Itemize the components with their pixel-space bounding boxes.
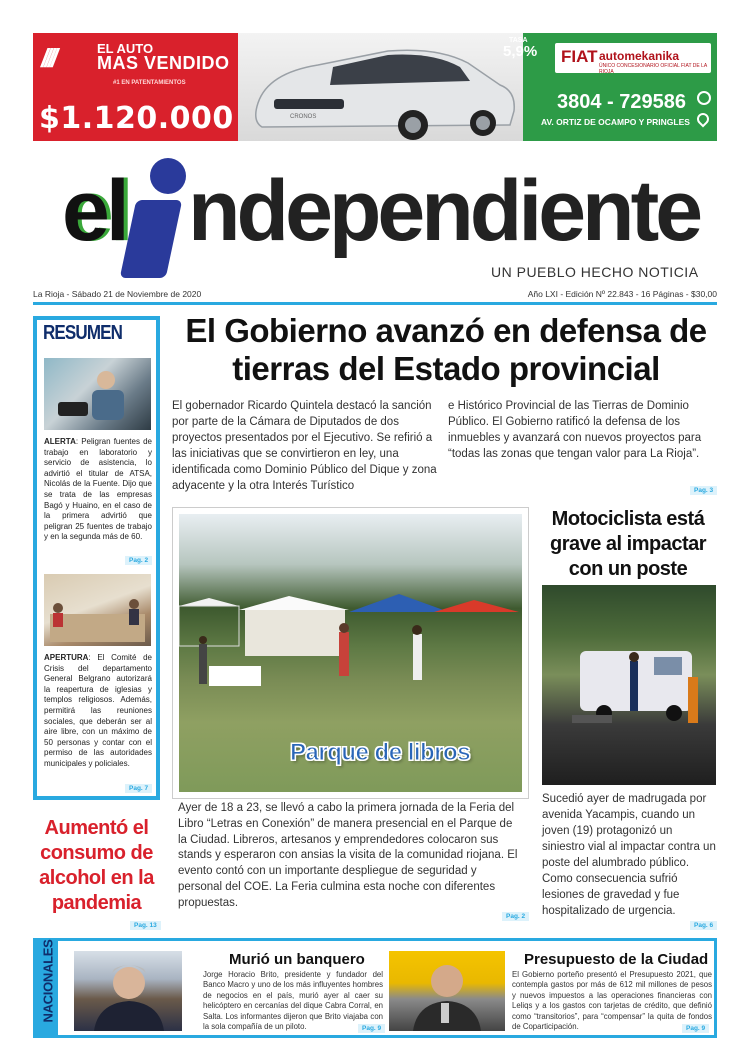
resumen-photo-alerta[interactable] bbox=[44, 358, 151, 430]
ad-address: AV. ORTIZ DE OCAMPO Y PRINGLES bbox=[541, 117, 690, 127]
logo-rest[interactable]: ndependiente bbox=[188, 163, 700, 259]
presupuesto-text: El Gobierno porteño presentó el Presupuesto 2021, que contempla gastos por más de 612 mil millones de pesos y nuevos impuestos a las operaciones financieras con Leliqs y a los gastos con tarjetas de crédito, que definió como “transitorios”, para “compensar” la quita de fondos de Coparticipación. bbox=[512, 970, 712, 1032]
ad-line2: MAS VENDIDO bbox=[97, 53, 230, 73]
banquero-headline[interactable]: Murió un banquero bbox=[229, 951, 365, 968]
resumen-photo-apertura[interactable] bbox=[44, 574, 151, 646]
resumen-item-alerta bbox=[44, 437, 152, 543]
presupuesto-photo[interactable] bbox=[389, 951, 505, 1031]
resumen-item-alerta-page[interactable]: Pag. 2 bbox=[125, 556, 152, 565]
tagline: UN PUEBLO HECHO NOTICIA bbox=[491, 264, 699, 280]
presupuesto-headline[interactable]: Presupuesto de la Ciudad bbox=[524, 951, 709, 968]
resumen-item-apertura-text: : El Comité de Crisis del departamento General Belgrano autorizará la reapertura de iglesias y templos religiosos. Además, permitirá las reuniones sociales, que deberán ser al aire libre, con un máximo de 50 personas y contar con el permiso de las autoridades municipales y policiales. bbox=[44, 653, 152, 768]
banquero-text: Jorge Horacio Brito, presidente y fundador del Banco Macro y uno de los más influyentes hombres de negocios en el país, murió ayer al caer su helicóptero en cercanías del dique Cabra Corral, en Salta. Los informantes dijeron que Brito viajaba con la sola compañía de un piloto. bbox=[203, 970, 383, 1032]
logo-i-stem bbox=[120, 200, 183, 278]
nacionales-label: NACIONALES bbox=[40, 939, 56, 1023]
resumen-item-apertura bbox=[44, 653, 152, 770]
car-icon bbox=[238, 33, 523, 141]
ad-phone[interactable]: 3804 - 729586 bbox=[557, 91, 687, 113]
portrait-icon bbox=[389, 951, 505, 1031]
alcohol-page[interactable]: Pag. 13 bbox=[130, 921, 161, 930]
dealer-name: automekanika bbox=[599, 49, 680, 63]
moto-photo[interactable] bbox=[542, 585, 716, 785]
main-headline[interactable]: El Gobierno avanzó en defensa de tierras del Estado provincial bbox=[185, 312, 707, 387]
main-story-col2: e Histórico Provincial de las Tierras de Dominio Público. El Gobierno ratificó la defensa de los inmuebles y avanzará con nuevos proyectos para “todas las zonas que tengan valor para La Rioja”. bbox=[448, 400, 702, 460]
nacionales-box bbox=[33, 938, 717, 1038]
whatsapp-icon bbox=[697, 91, 711, 105]
portrait-icon bbox=[74, 951, 182, 1031]
dateline: La Rioja - Sábado 21 de Noviembre de 2020 bbox=[33, 289, 202, 299]
ad-slashes-icon: //// bbox=[41, 43, 54, 73]
logo-el-text: el bbox=[62, 163, 126, 259]
alcohol-headline[interactable]: Aumentó el consumo de alcohol en la pandemia bbox=[39, 817, 154, 914]
ad-price: $1.120.000 bbox=[39, 101, 234, 136]
resumen-item-alerta-text: : Peligran fuentes de trabajo en laboratorio y servicio de asistencia, lo advirtió el titular de ATSA, Nicolás de la Fuente. Dijo que se trata de las empresas Bagó y Huaino, en el caso de la primera advirtió que peligran 25 fuentes de trabajo y en la segunda más de 60. bbox=[44, 437, 152, 542]
edition-info: Año LXI - Edición Nº 22.843 - 16 Páginas - $30,00 bbox=[527, 289, 717, 299]
ad-car-image bbox=[238, 33, 523, 141]
resumen-item-apertura-label: APERTURA bbox=[44, 653, 89, 662]
presupuesto-page[interactable]: Pag. 9 bbox=[682, 1024, 709, 1033]
resumen-box bbox=[33, 316, 160, 800]
feria-text: Ayer de 18 a 23, se llevó a cabo la primera jornada de la Feria del Libro “Letras en Conexión” de manera presencial en el Parque de la Ciudad. Libreros, artesanos y emprendedores colocaron sus stands y esperaron con ansias la visita de la comunidad riojana. El evento contó con un importante despliegue de seguridad y personal del COE. La Feria culmina esta noche con diferentes propuestas. bbox=[178, 802, 518, 909]
moto-text: Sucedió ayer de madrugada por avenida Yacampis, cuando un joven (19) protagonizó un siniestro vial al impactar contra un poste del alumbrado público. Como consecuencia sufrió lesiones de gravedad y fue hospitalizado de urgencia. bbox=[542, 793, 716, 917]
car-plate: CRONOS bbox=[290, 114, 317, 120]
main-story-page[interactable]: Pag. 3 bbox=[690, 486, 717, 495]
ad-banner[interactable] bbox=[33, 33, 717, 141]
fiat-logo: FIAT bbox=[561, 47, 598, 66]
moto-page[interactable]: Pag. 6 bbox=[690, 921, 717, 930]
main-story-col1: El gobernador Ricardo Quintela destacó la sanción por parte de la Cámara de Diputados de dos proyectos presentados por el Ejecutivo. Se refirió a las iniciativas que se convirtieron en ley, una identificada como Dominio Público del Dique y zona adyacente y la otra Interés Turístico bbox=[172, 400, 437, 492]
ad-rate-label: TASA bbox=[509, 37, 528, 44]
ambulance-icon bbox=[542, 585, 716, 785]
resumen-title: RESUMEN bbox=[43, 322, 123, 344]
top-divider bbox=[33, 302, 717, 305]
feria-page[interactable]: Pag. 2 bbox=[502, 912, 529, 921]
resumen-item-apertura-page[interactable]: Pag. 7 bbox=[125, 784, 152, 793]
ad-line3: #1 EN PATENTAMIENTOS bbox=[113, 80, 186, 86]
person-icon bbox=[44, 358, 151, 430]
ad-rate: 5,9% bbox=[503, 43, 538, 60]
moto-headline[interactable]: Motociclista está grave al impactar con un poste bbox=[549, 508, 707, 580]
resumen-item-alerta-label: ALERTA bbox=[44, 437, 76, 446]
logo-el[interactable] bbox=[62, 163, 126, 259]
banquero-page[interactable]: Pag. 9 bbox=[358, 1024, 385, 1033]
dealer-sub: ÚNICO CONCESIONARIO OFICIAL FIAT DE LA RIOJA bbox=[599, 63, 707, 75]
meeting-icon bbox=[44, 574, 151, 646]
banquero-photo[interactable] bbox=[74, 951, 182, 1031]
logo-i-dot bbox=[150, 158, 186, 194]
ad-line1: EL AUTO bbox=[97, 41, 154, 56]
feria-caption: Parque de libros bbox=[290, 739, 471, 766]
